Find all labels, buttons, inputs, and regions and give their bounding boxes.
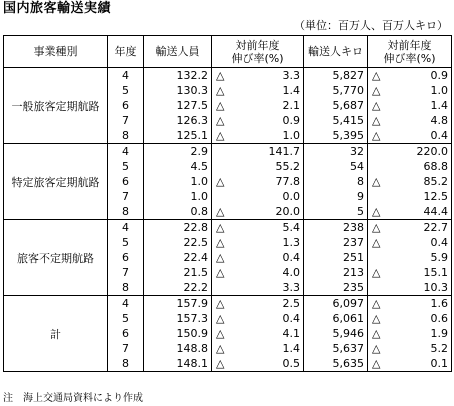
change-value: 0.4	[282, 251, 300, 264]
decrease-triangle-icon: △	[372, 357, 381, 370]
change-value: 20.0	[275, 205, 300, 218]
passengers-column	[144, 220, 212, 296]
change-value: 141.7	[268, 145, 300, 158]
decrease-triangle-icon: △	[372, 266, 381, 279]
decrease-triangle-icon: △	[372, 175, 381, 188]
year-value: 8	[122, 205, 129, 218]
passengers-value: 22.8	[183, 221, 208, 234]
passenger-km-value: 5,827	[332, 69, 364, 82]
passengers-value: 127.5	[176, 99, 208, 112]
decrease-triangle-icon: △	[216, 357, 225, 370]
change-value: 4.8	[430, 114, 448, 127]
decrease-triangle-icon: △	[372, 205, 381, 218]
passengers-change-entry	[212, 235, 303, 250]
passengers-value: 1.0	[190, 175, 208, 188]
header-passengers-change	[212, 36, 304, 68]
change-value: 0.1	[430, 357, 448, 370]
pkm-change-column	[368, 68, 452, 144]
header-category: 事業種別	[4, 36, 108, 68]
passengers-change-entry	[212, 326, 303, 341]
change-value: 1.3	[282, 236, 300, 249]
passengers-change-entry	[212, 265, 303, 280]
change-value: 0.9	[430, 69, 448, 82]
decrease-triangle-icon: △	[216, 251, 225, 264]
passenger-km-value: 32	[350, 145, 364, 158]
change-value: 22.7	[423, 221, 448, 234]
pkm-change-entry	[368, 311, 451, 326]
unit-note: （単位：百万人、百万人キロ）	[294, 19, 448, 32]
table-row	[4, 296, 452, 372]
passenger-km-value: 9	[357, 190, 364, 203]
header-passengers-change-line2: 伸び率(%)	[231, 51, 284, 65]
year-value: 4	[122, 69, 129, 82]
passengers-change-entry	[212, 189, 303, 204]
passengers-change-column	[212, 296, 304, 372]
header-passenger-km: 輸送人キロ	[304, 36, 368, 68]
passenger-km-value: 5,395	[332, 129, 364, 142]
passenger-km-value: 5,635	[332, 357, 364, 370]
passenger-km-value: 8	[357, 175, 364, 188]
passengers-value: 150.9	[176, 327, 208, 340]
passengers-value: 4.5	[190, 160, 208, 173]
pkm-change-column	[368, 296, 452, 372]
passengers-column	[144, 296, 212, 372]
change-value: 1.4	[282, 84, 300, 97]
category-cell: 旅客不定期航路	[4, 220, 108, 296]
change-value: 1.6	[430, 297, 448, 310]
change-value: 68.8	[423, 160, 448, 173]
decrease-triangle-icon: △	[216, 221, 225, 234]
change-value: 10.3	[423, 281, 448, 294]
decrease-triangle-icon: △	[372, 221, 381, 234]
passenger-km-value: 5,687	[332, 99, 364, 112]
decrease-triangle-icon: △	[216, 84, 225, 97]
change-value: 44.4	[423, 205, 448, 218]
decrease-triangle-icon	[216, 280, 228, 295]
passengers-change-entry	[212, 341, 303, 356]
passengers-column	[144, 68, 212, 144]
passengers-value: 22.4	[183, 251, 208, 264]
change-value: 0.4	[430, 236, 448, 249]
pkm-change-entry	[368, 280, 451, 295]
passengers-change-entry	[212, 68, 303, 83]
change-value: 3.3	[282, 281, 300, 294]
year-value: 8	[122, 129, 129, 142]
change-value: 0.6	[430, 312, 448, 325]
year-value: 4	[122, 297, 129, 310]
year-column	[108, 220, 144, 296]
passenger-km-value: 6,061	[332, 312, 364, 325]
category-cell: 特定旅客定期航路	[4, 144, 108, 220]
year-value: 6	[122, 251, 129, 264]
header-pkm-change-line1: 対前年度	[387, 38, 432, 52]
table-body	[4, 68, 452, 372]
pkm-change-entry	[368, 144, 451, 159]
year-column	[108, 296, 144, 372]
passengers-value: 22.2	[183, 281, 208, 294]
year-value: 5	[122, 84, 129, 97]
decrease-triangle-icon: △	[372, 327, 381, 340]
decrease-triangle-icon	[372, 144, 384, 159]
passenger-km-value: 235	[343, 281, 364, 294]
passengers-change-entry	[212, 296, 303, 311]
year-value: 5	[122, 236, 129, 249]
pkm-change-entry	[368, 83, 451, 98]
year-value: 6	[122, 327, 129, 340]
passenger-km-value: 5,637	[332, 342, 364, 355]
passenger-km-value: 213	[343, 266, 364, 279]
year-value: 8	[122, 357, 129, 370]
change-value: 2.1	[282, 99, 300, 112]
passengers-change-entry	[212, 113, 303, 128]
year-column	[108, 68, 144, 144]
decrease-triangle-icon: △	[216, 312, 225, 325]
passengers-change-entry	[212, 159, 303, 174]
year-value: 7	[122, 342, 129, 355]
pkm-change-entry	[368, 98, 451, 113]
year-value: 5	[122, 160, 129, 173]
passengers-change-entry	[212, 144, 303, 159]
decrease-triangle-icon	[372, 250, 384, 265]
passengers-value: 148.8	[176, 342, 208, 355]
header-passengers: 輸送人員	[144, 36, 212, 68]
header-row	[4, 36, 452, 68]
passengers-value: 132.2	[176, 69, 208, 82]
passengers-change-entry	[212, 250, 303, 265]
passengers-value: 148.1	[176, 357, 208, 370]
year-value: 7	[122, 114, 129, 127]
passenger-km-value: 237	[343, 236, 364, 249]
decrease-triangle-icon: △	[372, 84, 381, 97]
passenger-km-value: 251	[343, 251, 364, 264]
decrease-triangle-icon: △	[372, 69, 381, 82]
passengers-value: 21.5	[183, 266, 208, 279]
decrease-triangle-icon: △	[372, 99, 381, 112]
passengers-value: 22.5	[183, 236, 208, 249]
decrease-triangle-icon: △	[216, 129, 225, 142]
passengers-change-entry	[212, 128, 303, 143]
pkm-change-entry	[368, 174, 451, 189]
passengers-change-column	[212, 220, 304, 296]
passenger-km-column	[304, 296, 368, 372]
change-value: 0.5	[282, 357, 300, 370]
decrease-triangle-icon: △	[216, 69, 225, 82]
passengers-value: 126.3	[176, 114, 208, 127]
passengers-change-entry	[212, 174, 303, 189]
passengers-change-entry	[212, 98, 303, 113]
decrease-triangle-icon: △	[216, 99, 225, 112]
passengers-value: 0.8	[190, 205, 208, 218]
passenger-km-column	[304, 68, 368, 144]
year-value: 6	[122, 99, 129, 112]
decrease-triangle-icon: △	[216, 266, 225, 279]
pkm-change-entry	[368, 68, 451, 83]
decrease-triangle-icon: △	[216, 205, 225, 218]
category-cell: 一般旅客定期航路	[4, 68, 108, 144]
pkm-change-entry	[368, 204, 451, 219]
pkm-change-entry	[368, 159, 451, 174]
pkm-change-entry	[368, 265, 451, 280]
decrease-triangle-icon: △	[216, 114, 225, 127]
change-value: 1.4	[430, 99, 448, 112]
decrease-triangle-icon	[216, 159, 228, 174]
pkm-change-entry	[368, 220, 451, 235]
table-row	[4, 68, 452, 144]
passengers-change-column	[212, 144, 304, 220]
change-value: 1.0	[430, 84, 448, 97]
year-value: 7	[122, 266, 129, 279]
change-value: 0.4	[282, 312, 300, 325]
change-value: 4.1	[282, 327, 300, 340]
passengers-change-entry	[212, 356, 303, 371]
header-pkm-change-line2: 伸び率(%)	[383, 51, 436, 65]
passengers-change-entry	[212, 204, 303, 219]
table-row	[4, 144, 452, 220]
decrease-triangle-icon	[372, 159, 384, 174]
pkm-change-entry	[368, 235, 451, 250]
page-title: 国内旅客輸送実績	[3, 1, 112, 16]
passengers-value: 125.1	[176, 129, 208, 142]
passengers-column	[144, 144, 212, 220]
pkm-change-entry	[368, 356, 451, 371]
passenger-km-value: 5,415	[332, 114, 364, 127]
transport-table	[3, 35, 452, 372]
passengers-change-entry	[212, 280, 303, 295]
change-value: 1.9	[430, 327, 448, 340]
year-value: 7	[122, 190, 129, 203]
pkm-change-entry	[368, 341, 451, 356]
passengers-value: 130.3	[176, 84, 208, 97]
pkm-change-column	[368, 220, 452, 296]
change-value: 5.2	[430, 342, 448, 355]
passengers-value: 2.9	[190, 145, 208, 158]
pkm-change-entry	[368, 250, 451, 265]
year-value: 4	[122, 221, 129, 234]
header-year: 年度	[108, 36, 144, 68]
year-value: 8	[122, 281, 129, 294]
header-passengers-change-line1: 対前年度	[235, 38, 280, 52]
pkm-change-entry	[368, 296, 451, 311]
decrease-triangle-icon: △	[372, 312, 381, 325]
year-value: 5	[122, 312, 129, 325]
year-value: 6	[122, 175, 129, 188]
change-value: 220.0	[416, 145, 448, 158]
change-value: 12.5	[423, 190, 448, 203]
decrease-triangle-icon: △	[216, 342, 225, 355]
footnote: 注 海上交通局資料により作成	[3, 393, 143, 404]
change-value: 3.3	[282, 69, 300, 82]
change-value: 5.4	[282, 221, 300, 234]
passengers-change-entry	[212, 220, 303, 235]
change-value: 5.9	[430, 251, 448, 264]
change-value: 1.4	[282, 342, 300, 355]
passenger-km-value: 5,946	[332, 327, 364, 340]
decrease-triangle-icon	[372, 189, 384, 204]
change-value: 0.4	[430, 129, 448, 142]
decrease-triangle-icon: △	[372, 236, 381, 249]
header-pkm-change	[368, 36, 452, 68]
change-value: 1.0	[282, 129, 300, 142]
change-value: 55.2	[275, 160, 300, 173]
change-value: 15.1	[423, 266, 448, 279]
passengers-value: 157.9	[176, 297, 208, 310]
category-cell: 計	[4, 296, 108, 372]
pkm-change-entry	[368, 128, 451, 143]
passengers-change-column	[212, 68, 304, 144]
decrease-triangle-icon: △	[216, 236, 225, 249]
decrease-triangle-icon	[372, 280, 384, 295]
decrease-triangle-icon	[216, 144, 228, 159]
passengers-change-entry	[212, 311, 303, 326]
year-value: 4	[122, 145, 129, 158]
pkm-change-entry	[368, 189, 451, 204]
change-value: 77.8	[275, 175, 300, 188]
decrease-triangle-icon: △	[216, 327, 225, 340]
passenger-km-value: 5	[357, 205, 364, 218]
passengers-value: 157.3	[176, 312, 208, 325]
change-value: 0.0	[282, 190, 300, 203]
passenger-km-column	[304, 220, 368, 296]
pkm-change-entry	[368, 326, 451, 341]
decrease-triangle-icon: △	[216, 175, 225, 188]
table-row	[4, 220, 452, 296]
passenger-km-value: 5,770	[332, 84, 364, 97]
passengers-change-entry	[212, 83, 303, 98]
decrease-triangle-icon	[216, 189, 228, 204]
passenger-km-column	[304, 144, 368, 220]
decrease-triangle-icon: △	[216, 297, 225, 310]
change-value: 0.9	[282, 114, 300, 127]
change-value: 85.2	[423, 175, 448, 188]
decrease-triangle-icon: △	[372, 114, 381, 127]
change-value: 4.0	[282, 266, 300, 279]
passengers-value: 1.0	[190, 190, 208, 203]
change-value: 2.5	[282, 297, 300, 310]
decrease-triangle-icon: △	[372, 297, 381, 310]
decrease-triangle-icon: △	[372, 129, 381, 142]
pkm-change-entry	[368, 113, 451, 128]
decrease-triangle-icon: △	[372, 342, 381, 355]
passenger-km-value: 54	[350, 160, 364, 173]
pkm-change-column	[368, 144, 452, 220]
passenger-km-value: 238	[343, 221, 364, 234]
year-column	[108, 144, 144, 220]
passenger-km-value: 6,097	[332, 297, 364, 310]
